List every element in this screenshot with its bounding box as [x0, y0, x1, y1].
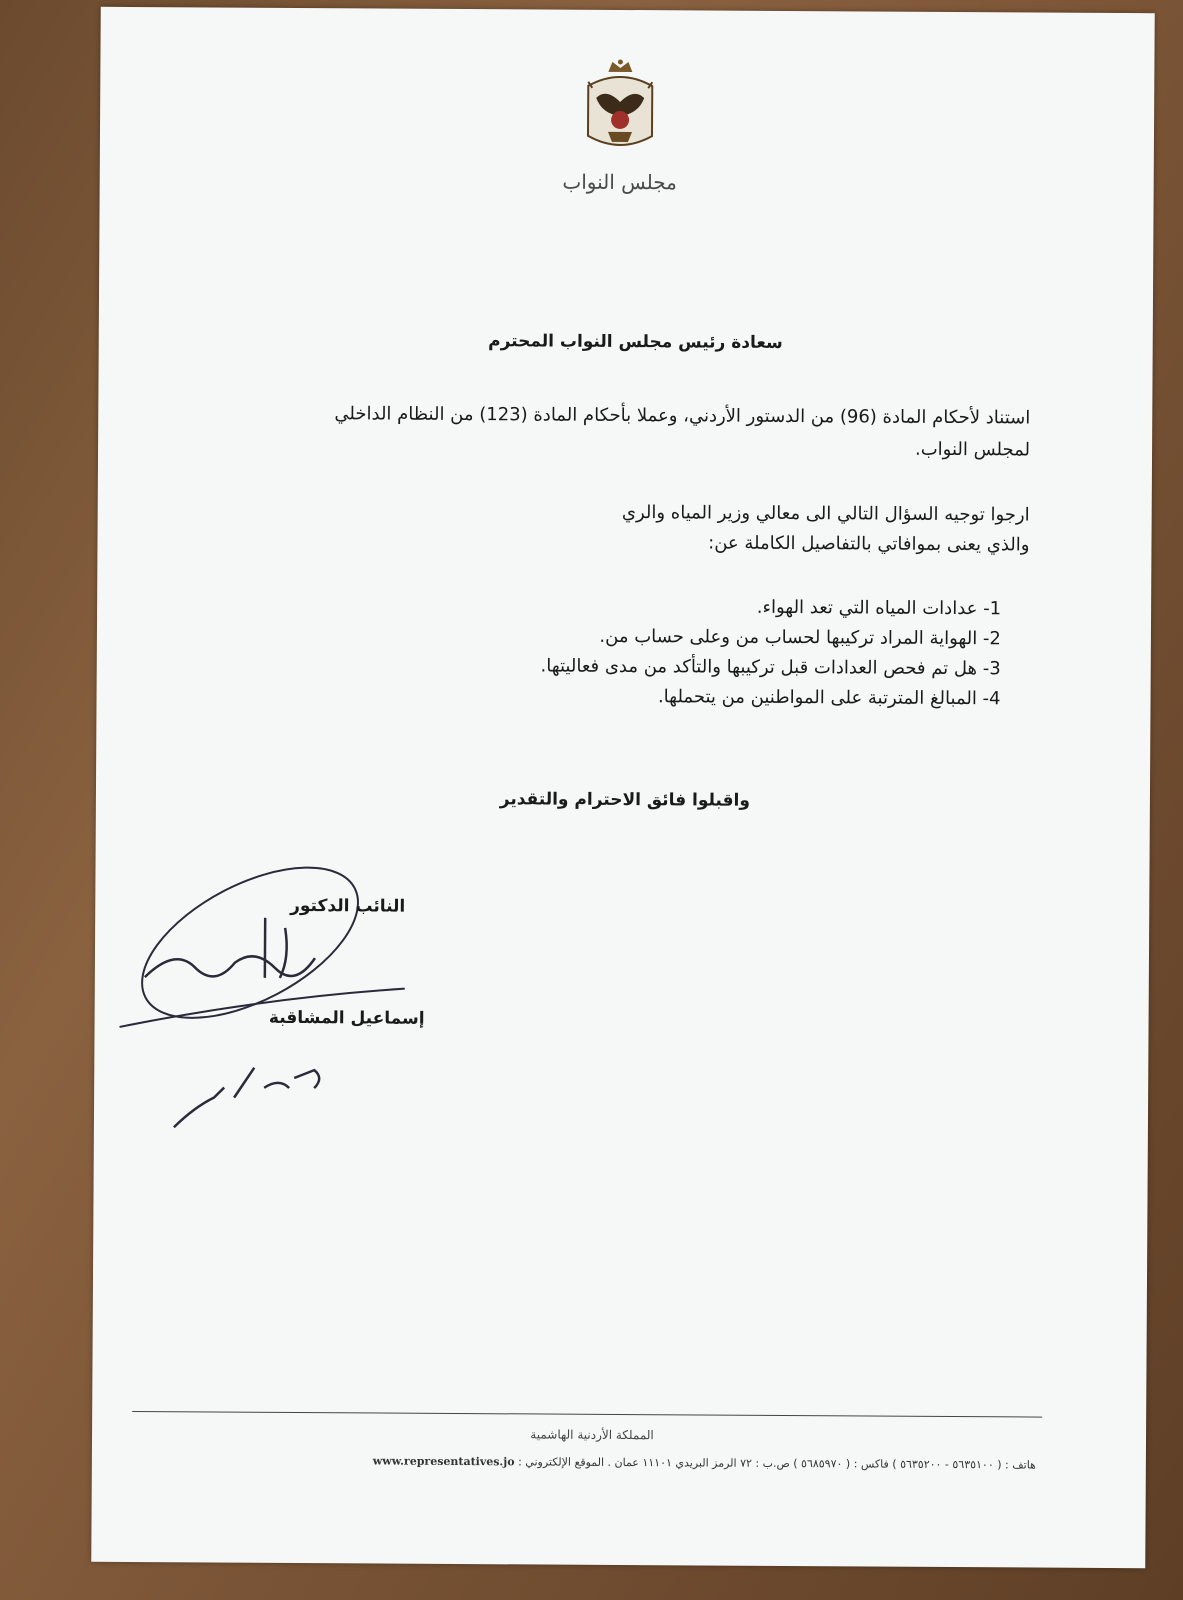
paragraph-line: لمجلس النواب. — [914, 438, 1031, 461]
paragraph-line: استناد لأحكام المادة (96) من الدستور الأردني، وعملا بأحكام المادة (123) من النظام الداخلي — [334, 403, 1031, 429]
signer-title: النائب الدكتور — [290, 895, 406, 917]
signer-name: إسماعيل المشاقبة — [268, 1007, 425, 1029]
footer-contact: هاتف : ( ٥٦٣٥١٠٠ - ٥٦٣٥٢٠٠ ) فاكس : ( ٥٦٨٥٩٧٠ ) ص.ب : ٧٢ الرمز البريدي ١١١٠١ عمان . الموقع الإلكتروني : — [518, 1455, 1036, 1472]
letter-page — [91, 7, 1154, 1568]
paragraph-line: والذي يعنى بموافاتي بالتفاصيل الكاملة عن: — [708, 532, 1030, 556]
handwritten-signature — [114, 837, 416, 1159]
salutation: سعادة رئيس مجلس النواب المحترم — [488, 331, 783, 353]
request-paragraph — [189, 495, 1029, 560]
list-item: 4- المبالغ المترتبة على المواطنين من يتحملها. — [657, 686, 1001, 710]
list-item: 1- عدادات المياه التي تعد الهواء. — [756, 596, 1002, 620]
footer-website: www.representatives.jo — [372, 1454, 515, 1469]
institution-name: مجلس النواب — [562, 169, 678, 195]
coat-of-arms-icon — [578, 58, 663, 159]
list-item: 3- هل تم فحص العدادات قبل تركيبها والتأكد من مدى فعاليتها. — [540, 655, 1001, 680]
closing-line: واقبلوا فائق الاحترام والتقدير — [499, 789, 750, 811]
footer-contact-info — [156, 1453, 1036, 1471]
footer-kingdom-name: المملكة الأردنية الهاشمية — [530, 1427, 654, 1443]
question-list — [300, 590, 1001, 714]
paragraph-line: ارجوا توجيه السؤال التالي الى معالي وزير المياه والري — [621, 501, 1030, 526]
list-item: 2- الهواية المراد تركيبها لحساب من وعلى حساب من. — [599, 625, 1001, 650]
legal-basis-paragraph — [190, 397, 1030, 466]
footer-divider — [132, 1411, 1042, 1418]
